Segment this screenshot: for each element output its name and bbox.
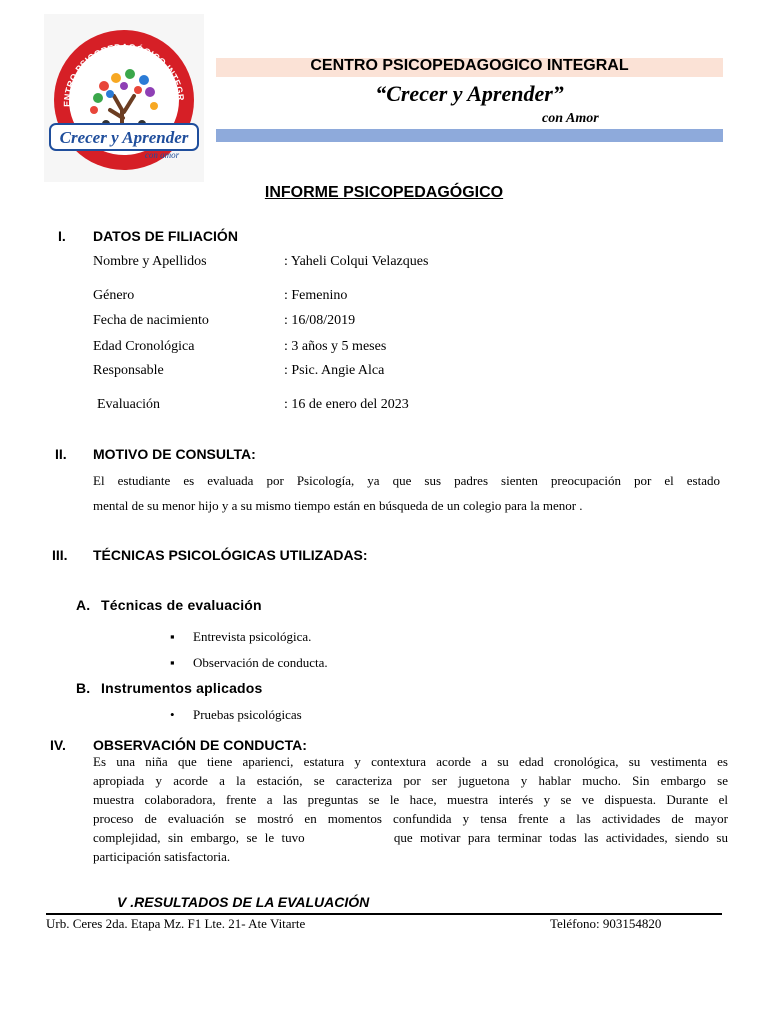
list-item: Entrevista psicológica. (193, 629, 312, 644)
logo-brand-text: Crecer y Aprender (59, 128, 189, 147)
subsection-letter: B. (76, 680, 91, 696)
round-bullet-icon: • (170, 707, 175, 722)
section-number: IV. (50, 737, 66, 753)
paragraph-line: proceso de evaluación se mostró en momentos confundida y tensa frente a las actividades de mayor (93, 811, 728, 826)
paragraph-line: participación satisfactoria. (93, 849, 231, 864)
section-title: DATOS DE FILIACIÓN (93, 228, 238, 244)
footer-divider (46, 913, 722, 915)
paragraph-line: complejidad, sin embargo, se le tuvo que motivar para terminar todas las actividades, siendo su (93, 830, 728, 845)
logo-brand-sub: con amor (144, 150, 180, 160)
paragraph-line: Es una niña que tiene aparienci, estatura y contextura acorde a su edad cronológica, su vestimenta es (93, 754, 728, 769)
field-value-genero: : Femenino (284, 288, 348, 303)
section-number: II. (55, 446, 67, 462)
field-value-fecha-nacimiento: : 16/08/2019 (284, 313, 356, 328)
paragraph-line: mental de su menor hijo y a su mismo tiempo están en búsqueda de un colegio para la menor . (93, 498, 583, 513)
footer-address: Urb. Ceres 2da. Etapa Mz. F1 Lte. 21- Ate Vitarte (46, 916, 306, 931)
logo (44, 14, 204, 182)
section-title: OBSERVACIÓN DE CONDUCTA: (93, 737, 307, 753)
subsection-title: Instrumentos aplicados (101, 680, 263, 696)
paragraph-line: apropiada y acorde a la estación, se caracteriza por ser juguetona y hablar mucho. Sin embargo se (93, 773, 728, 788)
footer-phone: Teléfono: 903154820 (550, 916, 662, 931)
field-label-nombre: Nombre y Apellidos (93, 254, 207, 269)
field-label-genero: Género (93, 288, 135, 303)
field-value-evaluacion: : 16 de enero del 2023 (284, 397, 409, 412)
header-slogan: “Crecer y Aprender” (375, 81, 564, 106)
header-divider (216, 129, 723, 142)
field-label-responsable: Responsable (93, 363, 164, 378)
paragraph-line: muestra colaboradora, frente a las preguntas se le hace, muestra interés y se ve dispuesta. Durante el (93, 792, 728, 807)
field-value-responsable: : Psic. Angie Alca (284, 363, 385, 378)
subsection-title: Técnicas de evaluación (101, 597, 262, 613)
section-number: III. (52, 547, 68, 563)
section-title: MOTIVO DE CONSULTA: (93, 446, 256, 462)
list-item: Observación de conducta. (193, 655, 328, 670)
field-label-fecha-nacimiento: Fecha de nacimiento (93, 313, 209, 328)
field-label-edad: Edad Cronológica (93, 339, 195, 354)
section-number: I. (58, 228, 66, 244)
field-value-nombre: : Yaheli Colqui Velazques (284, 254, 429, 269)
section-title-resultados: V .RESULTADOS DE LA EVALUACIÓN (117, 894, 370, 910)
paragraph-line: El estudiante es evaluada por Psicología, ya que sus padres sienten preocupación por el estado (93, 473, 720, 488)
header-slogan-sub: con Amor (542, 111, 599, 126)
subsection-letter: A. (76, 597, 91, 613)
section-title: TÉCNICAS PSICOLÓGICAS UTILIZADAS: (93, 547, 368, 563)
header-title: CENTRO PSICOPEDAGOGICO INTEGRAL (310, 57, 629, 74)
logo-emblem-icon (44, 14, 204, 182)
report-title: INFORME PSICOPEDAGÓGICO (264, 184, 504, 201)
list-item: Pruebas psicológicas (193, 707, 302, 722)
square-bullet-icon: ▪ (170, 629, 175, 644)
square-bullet-icon: ▪ (170, 655, 175, 670)
field-label-evaluacion: Evaluación (97, 397, 160, 412)
field-value-edad: : 3 años y 5 meses (284, 339, 387, 354)
logo-ring-text: ENTRO PSICOPEDAGÓGICO INTEGR (61, 41, 186, 107)
